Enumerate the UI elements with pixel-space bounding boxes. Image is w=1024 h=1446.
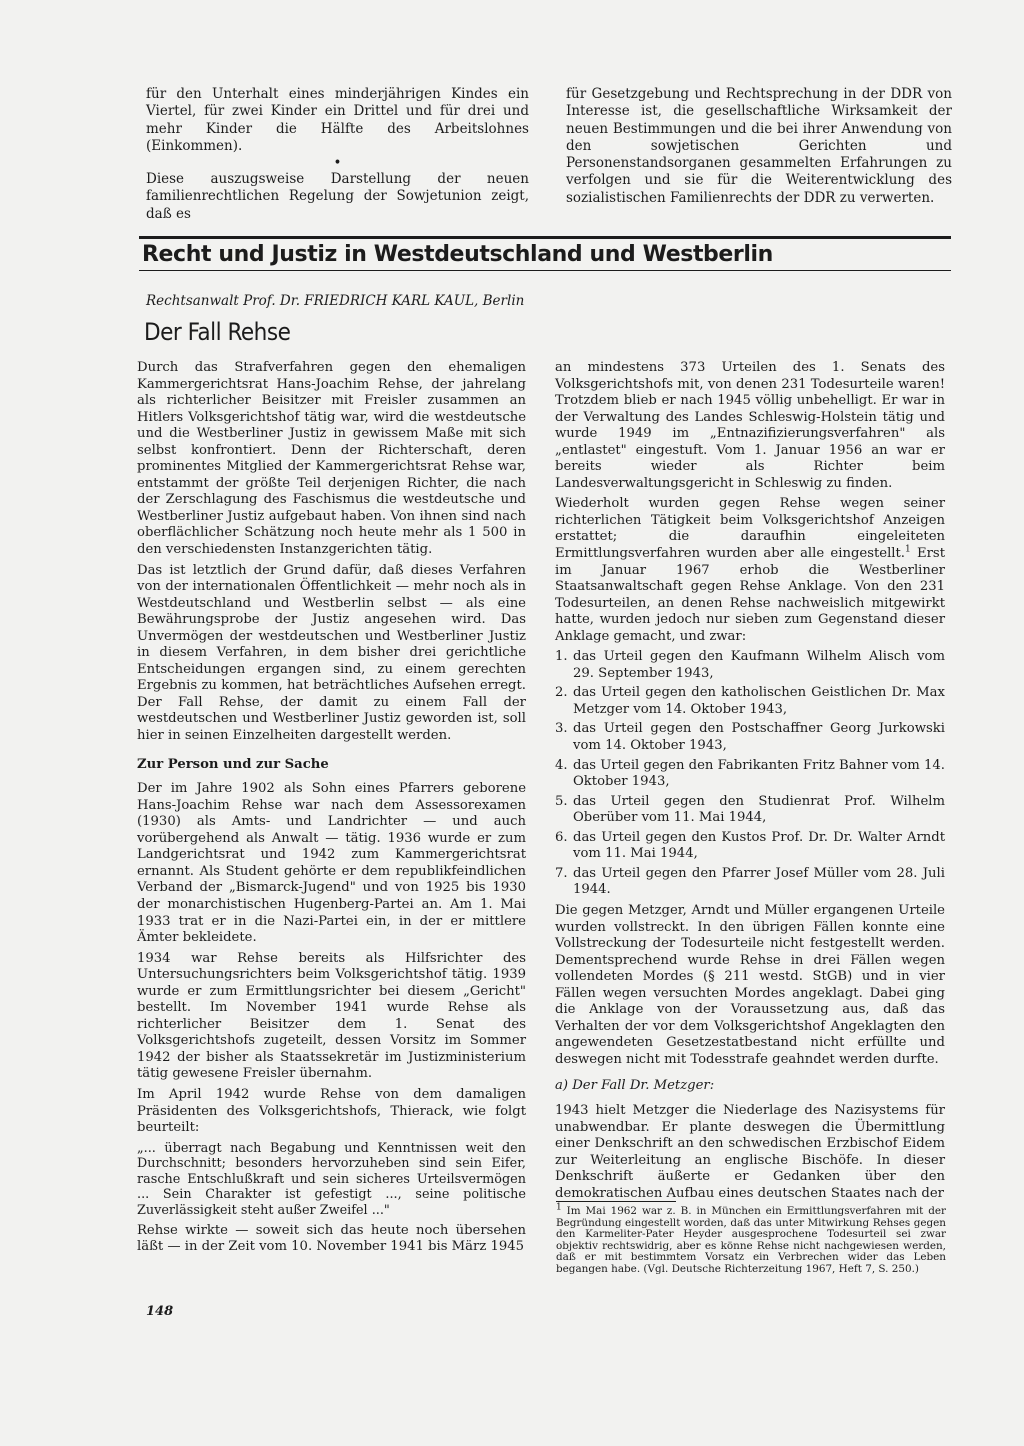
article-author: Rechtsanwalt Prof. Dr. FRIEDRICH KARL KAUL, Berlin (146, 293, 525, 309)
left-paragraph-3: Der im Jahre 1902 als Sohn eines Pfarrers geborene Hans-Joachim Rehse war nach dem Assessorexamen (1930) als Amts- und Landrichter — und auch vorübergehend als Anwalt — tätig. 1936 wurde er zum Landgerichtsrat und 1942 zum Kammergerichtsrat ernannt. Als Student gehörte er dem republikfeindlichen Verband der „Bismarck-Jugend" und von 1925 bis 1930 der monarchistischen Hugenberg-Partei an. Am 1. Mai 1933 trat er in die Nazi-Partei ein, in der er mittlere Ämter bekleidete. (137, 781, 526, 946)
list-item (555, 721, 945, 754)
top-right-paragraph-1: für Gesetzgebung und Rechtsprechung in der DDR von Interesse ist, die gesellschaftliche Wirksamkeit der neuen Bestimmungen und die bei ihrer Anwendung von den sowjetischen Gerichten und Personenstandsorganen gesammelten Erfahrungen zu verfolgen und sie für die Weiterentwicklung des sozialistischen Familienrechts der DDR zu verwerten. (566, 86, 952, 206)
page-number: 148 (146, 1304, 174, 1319)
section-rule-top (139, 236, 951, 239)
list-item-number: 6. (555, 829, 568, 845)
list-item-number: 5. (555, 793, 568, 809)
list-item (555, 649, 945, 682)
footnote-rule (556, 1201, 676, 1202)
right-paragraph-2b: Erst im Januar 1967 erhob die Westberliner Staatsanwaltschaft gegen Rehse Anklage. Von den 231 Todesurteilen, an denen Rehse nachweislich mitgewirkt hatte, wurden jedoch nur sieben zum Gegenstand dieser Anklage gemacht, und zwar: (555, 546, 945, 644)
article-right-column (555, 360, 945, 1206)
ruling-list (555, 649, 945, 899)
list-item-text: das Urteil gegen den Pfarrer Josef Müller vom 28. Juli 1944. (573, 865, 945, 898)
right-paragraph-2a: Wiederholt wurden gegen Rehse wegen seiner richterlichen Tätigkeit beim Volksgerichtshof Anzeigen erstattet; die daraufhin eingeleiteten Ermittlungsverfahren wurden aber alle eingestellt. (555, 496, 945, 562)
left-paragraph-6: Rehse wirkte — soweit sich das heute noch übersehen läßt — in der Zeit vom 10. November 1941 bis März 1945 (137, 1222, 526, 1255)
list-item-text: das Urteil gegen den Kustos Prof. Dr. Dr. Walter Arndt vom 11. Mai 1944, (573, 829, 945, 862)
list-item (555, 830, 945, 863)
list-item-text: das Urteil gegen den Kaufmann Wilhelm Alisch vom 29. September 1943, (573, 649, 945, 681)
list-item-text: das Urteil gegen den Studienrat Prof. Wilhelm Oberüber vom 11. Mai 1944, (573, 793, 945, 826)
top-left-paragraph-1: für den Unterhalt eines minderjährigen Kindes ein Viertel, für zwei Kinder ein Drittel und für drei und mehr Kinder die Hälfte des Arbeitslohnes (Einkommen). (146, 86, 529, 154)
list-item (555, 866, 945, 899)
top-right-column (566, 86, 952, 211)
list-item-number: 7. (555, 865, 568, 881)
list-item-text: das Urteil gegen den Fabrikanten Fritz Bahner vom 14. Oktober 1943, (573, 757, 945, 790)
list-item-number: 3. (555, 721, 568, 737)
top-left-column (146, 86, 529, 227)
list-item-text: das Urteil gegen den Postschaffner Georg Jurkowski vom 14. Oktober 1943, (573, 721, 945, 754)
right-paragraph-2 (555, 496, 945, 645)
list-item (555, 685, 945, 718)
list-item (555, 758, 945, 791)
list-item-text: das Urteil gegen den katholischen Geistlichen Dr. Max Metzger vom 14. Oktober 1943, (573, 685, 945, 717)
footnote (556, 1202, 946, 1276)
article-title: Der Fall Rehse (144, 318, 291, 346)
footnote-mark: 1 (556, 1202, 562, 1213)
article-left-column (137, 360, 526, 1260)
footnote-reference: 1 (905, 544, 911, 555)
list-item-number: 4. (555, 757, 568, 773)
list-item-number: 1. (555, 649, 568, 665)
list-item-number: 2. (555, 685, 568, 701)
footnote-text: Im Mai 1962 war z. B. in München ein Ermittlungsverfahren mit der Begründung eingestellt worden, daß das unter Mitwirkung Rehses gegen den Karmeliter-Pater Heyder ausgesprochene Todesurteil sei zwar objektiv rechtswidrig, aber es könne Rehse nicht nachgewiesen werden, daß er mit bestimmtem Vorsatz ein Verbrechen wider das Leben begangen habe. (Vgl. Deutsche Richterzeitung 1967, Heft 7, S. 250.) (556, 1205, 946, 1275)
section-rule-bottom (139, 270, 951, 271)
left-paragraph-1: Durch das Strafverfahren gegen den ehemaligen Kammergerichtsrat Hans-Joachim Rehse, der jahrelang als richterlicher Beisitzer mit Freisler zusammen an Hitlers Volksgerichtshof tätig war, wird die westdeutsche und die Westberliner Justiz in gewissem Maße mit sich selbst konfrontiert. Denn der Richterschaft, deren prominentes Mitglied der Kammergerichtsrat Rehse war, entstammt der größte Teil derjenigen Richter, die nach der Zerschlagung des Faschismus die westdeutsche und Westberliner Justiz aufgebaut haben. Von ihnen sind nach oberflächlicher Schätzung noch heute mehr als 1 500 in den verschiedensten Instanzgerichten tätig. (137, 360, 526, 558)
right-paragraph-3: Die gegen Metzger, Arndt und Müller ergangenen Urteile wurden vollstreckt. In den übrigen Fällen konnte eine Vollstreckung der Todesurteile nicht festgestellt werden. Dementsprechend wurde Rehse in drei Fällen wegen vollendeten Mordes (§ 211 westd. StGB) und in vier Fällen wegen versuchten Mordes angeklagt. Dabei ging die Anklage von der Voraussetzung aus, daß das Verhalten der vor dem Volksgerichtshof Angeklagten den angewendeten Gesetzestatbestand nicht erfüllte und deswegen nicht mit Todesstrafe geahndet werden durfte. (555, 902, 945, 1067)
divider-dot: • (333, 155, 342, 172)
left-paragraph-2: Das ist letztlich der Grund dafür, daß dieses Verfahren von der internationalen Öffentlichkeit — mehr noch als in Westdeutschland und Westberlin selbst — als eine Bewährungsprobe der Justiz angesehen wird. Das Unvermögen der westdeutschen und Westberliner Justiz in diesem Verfahren, in dem bisher drei gerichtliche Entscheidungen ergangen sind, zu einem gerechten Ergebnis zu kommen, hat beträchtliches Aufsehen erregt. Der Fall Rehse, der damit zu einem Fall der westdeutschen und Westberliner Justiz geworden ist, soll hier in seinen Einzelheiten dargestellt werden. (137, 562, 526, 744)
right-paragraph-4: 1943 hielt Metzger die Niederlage des Nazisystems für unabwendbar. Er plante deswegen die Übermittlung einer Denkschrift an den schwedischen Erzbischof Eidem zur Weiterleitung an englische Bischöfe. In dieser Denkschrift äußerte er Gedanken über den demokratischen Aufbau eines deutschen Staates nach der (555, 1102, 945, 1201)
left-paragraph-4: 1934 war Rehse bereits als Hilfsrichter des Untersuchungsrichters beim Volksgerichtshof tätig. 1939 wurde er zum Ermittlungsrichter bei diesem „Gericht" bestellt. Im November 1941 wurde Rehse als richterlicher Beisitzer dem 1. Senat des Volksgerichtshofs zugeteilt, dessen Vorsitz im Sommer 1942 der bisher als Staatssekretär im Justizministerium tätig gewesene Freisler übernahm. (137, 950, 526, 1082)
left-paragraph-5: Im April 1942 wurde Rehse von dem damaligen Präsidenten des Volksgerichtshofs, Thierack, wie folgt beurteilt: (137, 1086, 526, 1136)
section-title: Recht und Justiz in Westdeutschland und Westberlin (142, 242, 773, 267)
subheading-metzger: a) Der Fall Dr. Metzger: (555, 1078, 715, 1094)
subheading-person: Zur Person und zur Sache (137, 756, 329, 772)
top-left-paragraph-2: Diese auszugsweise Darstellung der neuen familienrechtlichen Regelung der Sowjetunion zeigt, daß es (146, 171, 529, 222)
list-item (555, 794, 945, 827)
right-paragraph-1: an mindestens 373 Urteilen des 1. Senats des Volksgerichtshofs mit, von denen 231 Todesurteile waren! Trotzdem blieb er nach 1945 völlig unbehelligt. Er war in der Verwaltung des Landes Schleswig-Holstein tätig und wurde 1949 im „Entnazifizierungsverfahren" als „entlastet" eingestuft. Vom 1. Januar 1956 an war er bereits wieder als Richter beim Landesverwaltungsgericht in Schleswig zu finden. (555, 360, 945, 491)
thierack-quote: „... überragt nach Begabung und Kenntnissen weit den Durchschnitt; besonders hervorzuheben sind sein Eifer, rasche Entschlußkraft und sein sicheres Urteilsvermögen ... Sein Charakter ist gefestigt ..., seine politische Zuverlässigkeit steht außer Zweifel ..." (137, 1140, 526, 1218)
